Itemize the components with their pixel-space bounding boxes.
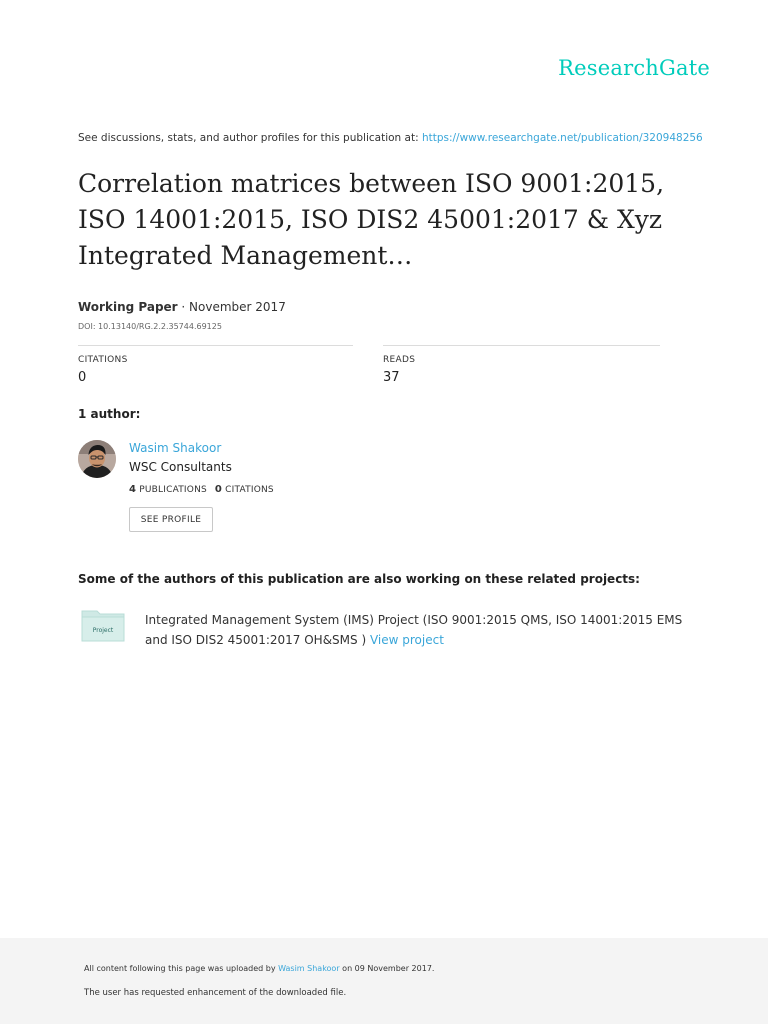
avatar-photo-icon [78,440,116,478]
uploader-link[interactable]: Wasim Shakoor [278,964,340,973]
publication-url-link[interactable]: https://www.researchgate.net/publication/320948256 [421,132,703,144]
author-stats [129,484,274,495]
reads-divider [383,345,660,346]
author-publications-count: 4 [129,484,137,495]
folder-icon [81,608,125,642]
page-footer [0,938,768,1024]
publication-type: Working Paper [78,300,178,314]
author-publications-label: PUBLICATIONS [139,485,207,495]
see-profile-button[interactable]: SEE PROFILE [129,507,213,532]
author-avatar[interactable] [78,440,116,478]
project-icon-label: Project [92,627,114,634]
project-description: Integrated Management System (IMS) Project (ISO 9001:2015 QMS, ISO 14001:2015 EMS and ISO DIS2 45001:2017 OH&SMS ) [145,613,683,647]
upload-note [84,964,434,973]
enhancement-note: The user has requested enhancement of the downloaded file. [84,988,347,998]
view-project-link[interactable]: View project [369,633,444,647]
upload-prefix: All content following this page was uploaded by [84,964,279,973]
author-citations-count: 0 [214,484,223,495]
publication-date: November 2017 [189,300,286,314]
author-affiliation: WSC Consultants [129,460,232,474]
publication-doi: DOI: 10.13140/RG.2.2.35744.69125 [78,322,222,331]
discussions-line [78,132,703,144]
related-projects-heading: Some of the authors of this publication are also working on these related projects: [78,572,640,586]
reads-label: READS [383,355,416,365]
reads-value: 37 [383,370,400,385]
project-folder-icon [81,608,125,646]
author-name-link[interactable]: Wasim Shakoor [129,441,222,455]
researchgate-logo[interactable]: ResearchGate [558,56,710,80]
citations-value: 0 [78,370,87,385]
publication-title: Correlation matrices between ISO 9001:2015, ISO 14001:2015, ISO DIS2 45001:2017 & Xyz Integrated Management… [78,169,665,270]
publication-meta [78,300,286,314]
discussions-text: See discussions, stats, and author profiles for this publication at: [78,132,422,144]
upload-suffix: on 09 November 2017. [339,964,435,973]
project-entry [145,610,705,650]
authors-heading: 1 author: [78,407,141,421]
citations-divider [78,345,353,346]
meta-separator: · [177,300,190,314]
citations-label: CITATIONS [78,355,128,365]
author-citations-label: CITATIONS [225,485,274,495]
